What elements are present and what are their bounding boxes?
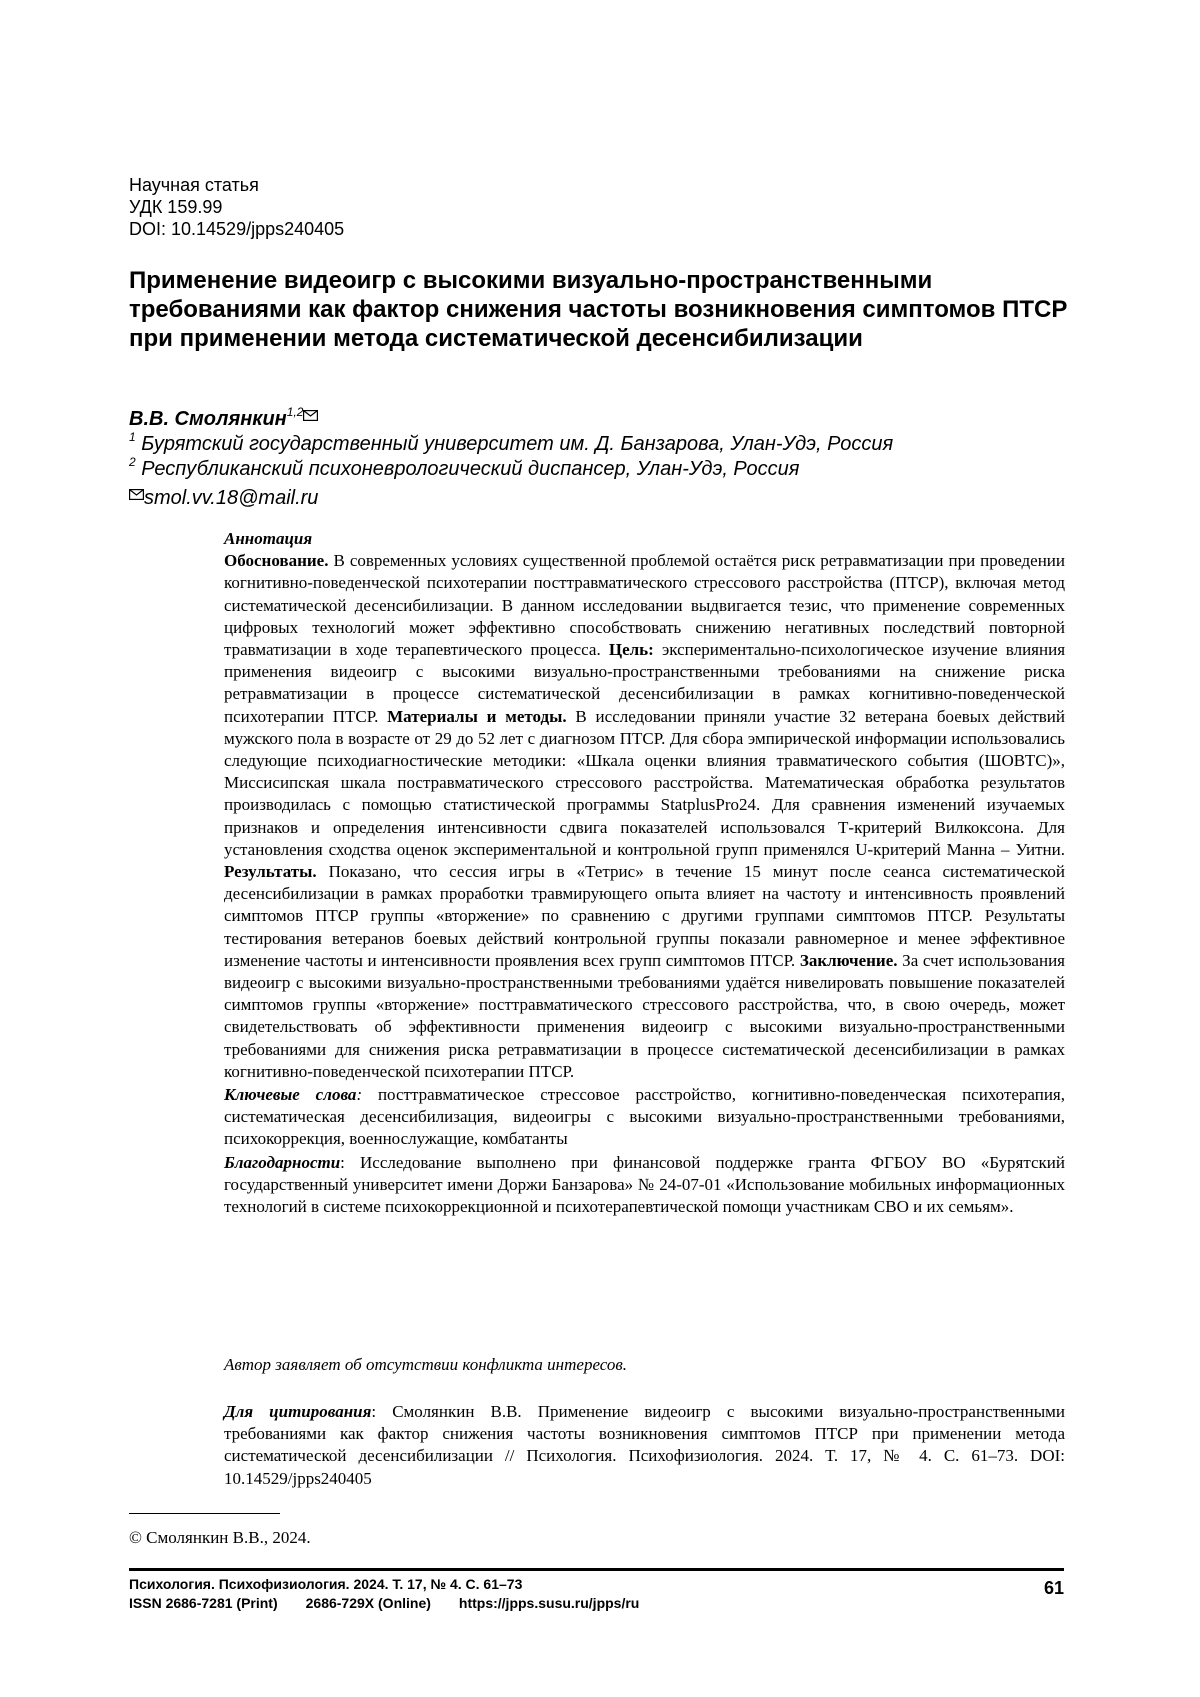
article-title: Применение видеоигр с высокими визуально-пространственными требованиями как фактор снижения частоты возникновения симптомов ПТСР при применении метода систематической десенсибилизации: [129, 266, 1089, 353]
aim-label: Цель:: [609, 640, 654, 659]
article-meta: [129, 174, 344, 240]
affiliation-2-number: 2: [129, 455, 136, 469]
citation: Для цитирования: Смолянкин В.В. Применение видеоигр с высокими визуально-пространственными требованиями как фактор снижения частоты возникновения симптомов ПТСР при применении метода систематической десенсибилизации // Психология. Психофизиология. 2024. Т. 17, № 4. С. 61–73. DOI: 10.14529/jpps240405: [224, 1401, 1065, 1490]
results-label: Результаты.: [224, 862, 317, 881]
author-email[interactable]: smol.vv.18@mail.ru: [144, 487, 318, 509]
abstract: [224, 528, 1065, 1218]
article-type: Научная статья: [129, 174, 344, 196]
author-affiliation-marks: 1,2: [287, 405, 304, 419]
methods-label: Материалы и методы.: [387, 707, 566, 726]
conflict-statement: Автор заявляет об отсутствии конфликта интересов.: [224, 1354, 1065, 1376]
keywords: Ключевые слова: посттравматическое стрессовое расстройство, когнитивно-поведенческая психотерапия, систематическая десенсибилизация, видеоигры с высокими визуально-пространственными требованиями, психокоррекция, военнослужащие, комбатанты: [224, 1084, 1065, 1151]
conclusion-text: За счет использования видеоигр с высокими визуально-пространственными требованиями удаётся нивелировать повышение показателей симптомов группы «вторжение» посттравматического стрессового расстройства, что, в свою очередь, может свидетельствовать об эффективности применения видеоигр с высокими визуально-пространственными требованиями для снижения риска ретравматизации в процессе систематической десенсибилизации в рамках когнитивно-поведенческой психотерапии ПТСР.: [224, 951, 1065, 1081]
conclusion-label: Заключение.: [800, 951, 898, 970]
issn-online: 2686-729X (Online): [306, 1594, 431, 1613]
page-number: 61: [1044, 1579, 1064, 1598]
acknowledgements-label: Благодарности: [224, 1153, 340, 1172]
background-text: В современных условиях существенной проблемой остаётся риск ретравматизации при проведении когнитивно-поведенческой психотерапии посттравматического стрессового расстройства (ПТСР), включая метод систематической десенсибилизации. В данном исследовании выдвигается тезис, что применение современных цифровых технологий может эффективно способствовать снижению негативных последствий повторной травматизации в ходе терапевтического процесса.: [224, 551, 1065, 659]
footer-divider: [129, 1568, 1064, 1571]
affiliation-1: [129, 432, 1089, 457]
keywords-label: Ключевые слова: [224, 1085, 356, 1104]
footnote-divider: [129, 1513, 280, 1514]
citation-label: Для цитирования: [224, 1402, 371, 1421]
affiliation-1-number: 1: [129, 430, 136, 444]
author-name: В.В. Смолянкин: [129, 408, 287, 430]
aim-text: экспериментально-психологическое изучение влияния применения видеоигр с высокими визуально-пространственными требованиями на снижение риска ретравматизации в процессе систематической десенсибилизации в рамках когнитивно-поведенческой психотерапии ПТСР.: [224, 640, 1065, 726]
citation-text: Смолянкин В.В. Применение видеоигр с высокими визуально-пространственными требованиями как фактор снижения частоты возникновения симптомов ПТСР при применении метода систематической десенсибилизации // Психология. Психофизиология. 2024. Т. 17, № 4. С. 61–73. DOI: 10.14529/jpps240405: [224, 1402, 1065, 1488]
affiliation-2: [129, 457, 1089, 482]
abstract-heading: Аннотация: [224, 528, 1065, 550]
envelope-icon: [129, 482, 144, 507]
doi: DOI: 10.14529/jpps240405: [129, 218, 344, 240]
envelope-icon: [303, 403, 318, 428]
footer-issn: [129, 1594, 1064, 1613]
author-block: [129, 403, 1089, 511]
author-line: [129, 403, 1089, 432]
journal-url[interactable]: https://jpps.susu.ru/jpps/ru: [459, 1594, 639, 1613]
udc-code: УДК 159.99: [129, 196, 344, 218]
background-label: Обоснование.: [224, 551, 328, 570]
methods-text: В исследовании приняли участие 32 ветерана боевых действий мужского пола в возрасте от 29 до 52 лет с диагнозом ПТСР. Для сбора эмпирической информации использовались следующие психодиагностические методики: «Шкала оценки влияния травматического события (ШОВТС)», Миссисипская шкала постравматического стрессового расстройства. Математическая обработка результатов производилась с помощью статистической программы StatplusPro24. Для сравнения изменений изучаемых признаков и определения интенсивности сдвига показателей использовался Т-критерий Вилкоксона. Для установления сходства оценок экспериментальной и контрольной групп применялся U-критерий Манна – Уитни.: [224, 707, 1065, 859]
issn-print: ISSN 2686-7281 (Print): [129, 1594, 278, 1613]
page-footer: [129, 1575, 1064, 1613]
results-text: Показано, что сессия игры в «Тетрис» в течение 15 минут после сеанса систематической десенсибилизации в рамках проработки травмирующего опыта влияет на частоту и интенсивность проявлений симптомов ПТСР группы «вторжение» по сравнению с другими группами симптомов ПТСР. Результаты тестирования ветеранов боевых действий контрольной группы показали равномерное и менее эффективное изменение частоты и интенсивности проявления всех групп симптомов ПТСР.: [224, 862, 1065, 970]
acknowledgements-text: Исследование выполнено при финансовой поддержке гранта ФГБОУ ВО «Бурятский государственный университет имени Доржи Банзарова» № 24-07-01 «Использование мобильных информационных технологий в системе психокоррекционной и психотерапевтической помощи участникам СВО и их семьям».: [224, 1153, 1065, 1216]
footer-journal: Психология. Психофизиология. 2024. Т. 17, № 4. С. 61–73: [129, 1575, 1064, 1594]
keywords-text: посттравматическое стрессовое расстройство, когнитивно-поведенческая психотерапия, систематическая десенсибилизация, видеоигры с высокими визуально-пространственными требованиями, психокоррекция, военнослужащие, комбатанты: [224, 1085, 1065, 1148]
affiliation-1-text: Бурятский государственный университет им. Д. Банзарова, Улан-Удэ, Россия: [141, 433, 893, 455]
email-line: [129, 482, 1089, 511]
acknowledgements: Благодарности: Исследование выполнено при финансовой поддержке гранта ФГБОУ ВО «Бурятский государственный университет имени Доржи Банзарова» № 24-07-01 «Использование мобильных информационных технологий в системе психокоррекционной и психотерапевтической помощи участникам СВО и их семьям».: [224, 1152, 1065, 1219]
copyright-notice: © Смолянкин В.В., 2024.: [129, 1527, 311, 1549]
abstract-body: [224, 550, 1065, 1083]
affiliation-2-text: Республиканский психоневрологический диспансер, Улан-Удэ, Россия: [141, 458, 799, 480]
